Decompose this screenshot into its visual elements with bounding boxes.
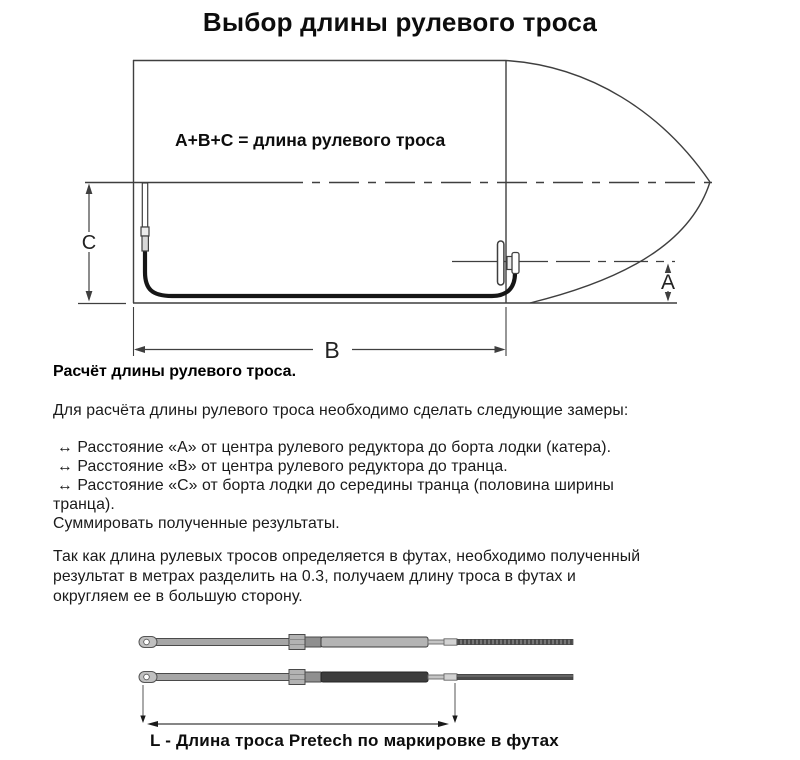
dimension-c — [78, 184, 126, 304]
boat-outline — [133, 60, 710, 303]
formula-label: A+B+C = длина рулевого троса — [175, 130, 446, 150]
dim-c-arrow-up — [86, 184, 93, 195]
steering-cable-top — [139, 635, 573, 650]
conversion-paragraph — [53, 547, 753, 607]
cable-neck — [428, 675, 445, 679]
page-title: Выбор длины рулевого троса — [202, 7, 598, 37]
dim-b-arrow-left — [134, 346, 145, 353]
dim-b-label: B — [324, 337, 340, 363]
bow-top-curve — [506, 61, 710, 183]
cable-collar — [305, 637, 321, 647]
measure-item-c-wrap: транца). — [53, 496, 115, 513]
conversion-line-1: Так как длина рулевых тросов определяется в футах, необходимо полученный — [53, 548, 641, 565]
helm-hub-outer — [512, 253, 519, 274]
bow-bottom-curve — [530, 182, 710, 303]
cable-collar — [305, 672, 321, 682]
dimension-a — [658, 264, 678, 302]
cable-hex-nut — [289, 635, 305, 650]
cable-hex-nut — [289, 670, 305, 685]
measure-item-c: ↔ Расстояние «С» от борта лодки до середины транца (половина ширины — [57, 477, 614, 494]
steering-cable-bottom — [139, 670, 573, 685]
cable-rod — [457, 674, 573, 679]
cable-shaft — [156, 639, 290, 646]
dimension-b — [134, 307, 507, 363]
conversion-line-2: результат в метрах разделить на 0.3, получаем длину троса в футах и — [53, 568, 576, 585]
cable-threaded-rod — [457, 639, 573, 644]
cable-eyelet-hole — [144, 639, 150, 645]
intro-line: Для расчёта длины рулевого троса необходимо сделать следующие замеры: — [53, 402, 629, 419]
cable-ferrule — [444, 639, 457, 645]
dim-l-ext-right-arrow — [452, 716, 457, 724]
boat-measurement-diagram — [0, 50, 800, 365]
measure-item-b: ↔ Расстояние «В» от центра рулевого редуктора до транца. — [57, 458, 508, 475]
cable-jacket-light — [321, 637, 428, 647]
cable-connector-lower — [142, 236, 148, 251]
dim-c-label: C — [81, 232, 97, 254]
dim-l-arrow-left — [147, 721, 158, 727]
cable-caption: L - Длина троса Pretech по маркировке в футах — [150, 731, 559, 750]
dimension-l — [140, 683, 457, 727]
dim-l-ext-left-arrow — [140, 716, 145, 724]
cable-end-fitting — [141, 183, 149, 251]
cable-shaft — [156, 674, 290, 681]
conversion-line-3: округляем ее в большую сторону. — [53, 588, 303, 605]
cable-connector-upper — [141, 227, 149, 236]
sum-results-line: Суммировать полученные результаты. — [53, 515, 340, 532]
cable-jacket-dark — [321, 672, 428, 682]
cable-neck — [428, 640, 445, 644]
measure-list — [53, 438, 753, 533]
wheel-rim — [498, 241, 504, 285]
cable-tube — [142, 183, 147, 227]
steering-cable-run — [145, 252, 515, 296]
dim-b-arrow-right — [495, 346, 506, 353]
calc-heading: Расчёт длины рулевого троса. — [53, 363, 297, 380]
measure-item-a: ↔ Расстояние «А» от центра рулевого редуктора до борта лодки (катера). — [57, 439, 612, 456]
dim-a-label: A — [660, 271, 676, 294]
cable-ferrule — [444, 674, 457, 680]
cable-eyelet-hole — [144, 674, 150, 680]
dim-c-arrow-down — [86, 291, 93, 302]
dim-l-arrow-right — [438, 721, 449, 727]
